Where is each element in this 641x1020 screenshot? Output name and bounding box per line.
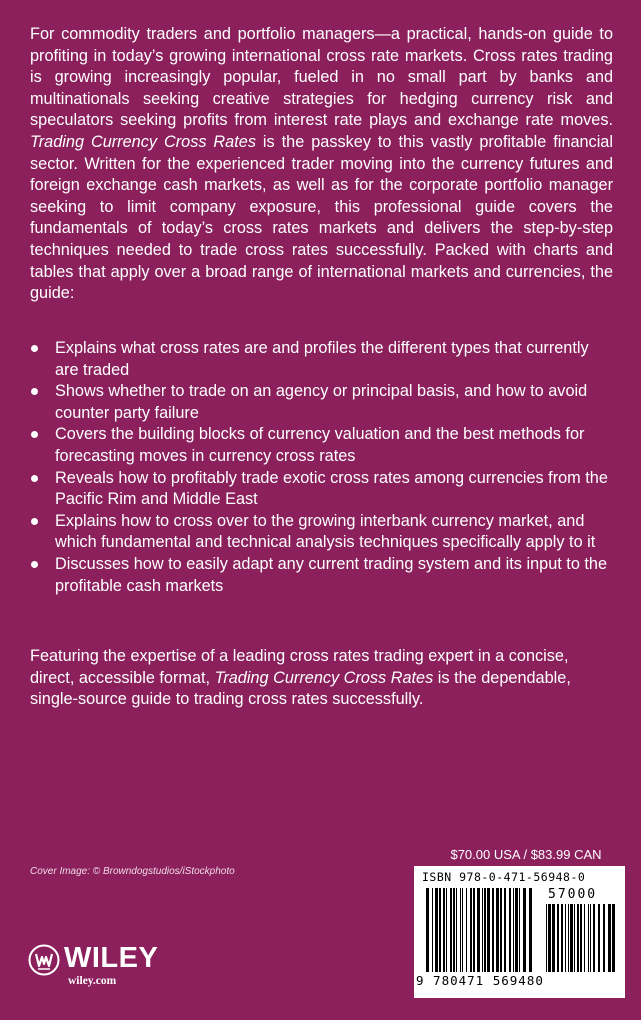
barcode-bar xyxy=(439,888,441,972)
book-title-italic: Trading Currency Cross Rates xyxy=(30,132,256,151)
cover-image-credit: Cover Image: © Browndogstudios/iStockphoto xyxy=(30,866,235,877)
barcode-bar xyxy=(519,888,520,972)
barcode-bar xyxy=(426,888,429,972)
barcode-bars xyxy=(426,888,536,972)
barcode-bar xyxy=(453,888,455,972)
barcode-bar xyxy=(577,904,579,972)
barcode-bar xyxy=(482,888,483,972)
barcode-bar xyxy=(496,888,499,972)
barcode-bar xyxy=(462,888,463,972)
wiley-logo xyxy=(28,944,160,994)
barcode-bar xyxy=(435,888,438,972)
barcode-bar xyxy=(477,888,480,972)
barcode-bar xyxy=(608,904,611,972)
barcode-bar xyxy=(593,904,595,972)
barcode-bar xyxy=(515,888,518,972)
closing-text-2: is the dependable, single-source guide to trading cross rates successfully. xyxy=(30,668,571,709)
barcode-bar xyxy=(484,888,486,972)
barcode-bar xyxy=(588,904,589,972)
barcode xyxy=(414,866,625,998)
barcode-bar xyxy=(470,888,472,972)
list-item: Explains what cross rates are and profiles the different types that currently are traded xyxy=(30,338,613,381)
barcode-bar xyxy=(598,904,600,972)
barcode-bar xyxy=(473,888,475,972)
barcode-bar xyxy=(487,888,490,972)
wiley-emblem-icon xyxy=(28,944,60,976)
list-item: Covers the building blocks of currency valuation and the best methods for forecasting moves in currency cross rates xyxy=(30,424,613,467)
barcode-bar xyxy=(584,904,585,972)
intro-text-1: For commodity traders and portfolio managers—a practical, hands-on guide to profiting in today’s growing international cross rate markets. Cross rates trading is growing increasingly popular, fueled in no small part by banks and multinationals seeking creative strategies for hedging currency risk and speculators seeking profits from interest rate plays and exchange rate moves. xyxy=(30,25,613,130)
barcode-bar xyxy=(460,888,461,972)
barcode-bar xyxy=(432,888,433,972)
barcode-bar xyxy=(450,888,452,972)
list-item: Explains how to cross over to the growing interbank currency market, and which fundamental and technical analysis techniques specifically apply to it xyxy=(30,511,613,554)
barcode-bar xyxy=(580,904,582,972)
barcode-bar xyxy=(568,904,569,972)
list-item: Discusses how to easily adapt any current trading system and its input to the profitable cash markets xyxy=(30,554,613,597)
barcode-bar xyxy=(500,888,502,972)
barcode-bar xyxy=(443,888,445,972)
feature-list xyxy=(30,338,613,597)
price-label: $70.00 USA / $83.99 CAN xyxy=(450,847,602,862)
closing-paragraph xyxy=(30,646,613,711)
barcode-bar xyxy=(456,888,457,972)
intro-paragraph xyxy=(30,24,613,305)
barcode-ean-number: 9 780471 569480 xyxy=(416,973,544,988)
barcode-bar xyxy=(529,888,532,972)
list-item: Shows whether to trade on an agency or principal basis, and how to avoid counter party failure xyxy=(30,381,613,424)
barcode-bar xyxy=(590,904,591,972)
publisher-url: wiley.com xyxy=(68,975,117,987)
barcode-bar xyxy=(548,904,551,972)
barcode-bar xyxy=(523,888,526,972)
closing-text-1: Featuring the expertise of a leading cross rates trading expert in a concise, direct, accessible format, xyxy=(30,647,569,687)
barcode-addon-number: 57000 xyxy=(548,887,598,902)
barcode-bar xyxy=(492,888,494,972)
barcode-bar xyxy=(546,904,547,972)
publisher-name: WILEY xyxy=(64,942,159,974)
book-title-italic: Trading Currency Cross Rates xyxy=(214,668,434,687)
barcode-bar xyxy=(561,904,563,972)
barcode-bar xyxy=(446,888,447,972)
barcode-bar xyxy=(570,904,573,972)
barcode-bar xyxy=(466,888,467,972)
intro-text-2: is the passkey to this vastly profitable financial sector. Written for the experienced trader moving into the currency futures and foreign exchange cash markets, as well as for the corporate portfolio manager seeking to limit company exposure, this professional guide covers the fundamentals of today’s cross rates markets and delivers the step-by-step techniques needed to trade cross rates successfully. Packed with charts and tables that apply over a broad range of international markets and currencies, the guide: xyxy=(30,132,613,303)
barcode-bar xyxy=(513,888,514,972)
barcode-bar xyxy=(612,904,615,972)
list-item: Reveals how to profitably trade exotic cross rates among currencies from the Pacific Rim and Middle East xyxy=(30,468,613,511)
barcode-addon-bars xyxy=(546,904,618,972)
barcode-bar xyxy=(565,904,566,972)
barcode-bar xyxy=(603,904,605,972)
barcode-bar xyxy=(552,904,555,972)
barcode-bar xyxy=(504,888,506,972)
isbn-label: ISBN 978-0-471-56948-0 xyxy=(422,870,586,884)
barcode-bar xyxy=(574,904,575,972)
barcode-bar xyxy=(557,904,559,972)
barcode-bar xyxy=(509,888,511,972)
